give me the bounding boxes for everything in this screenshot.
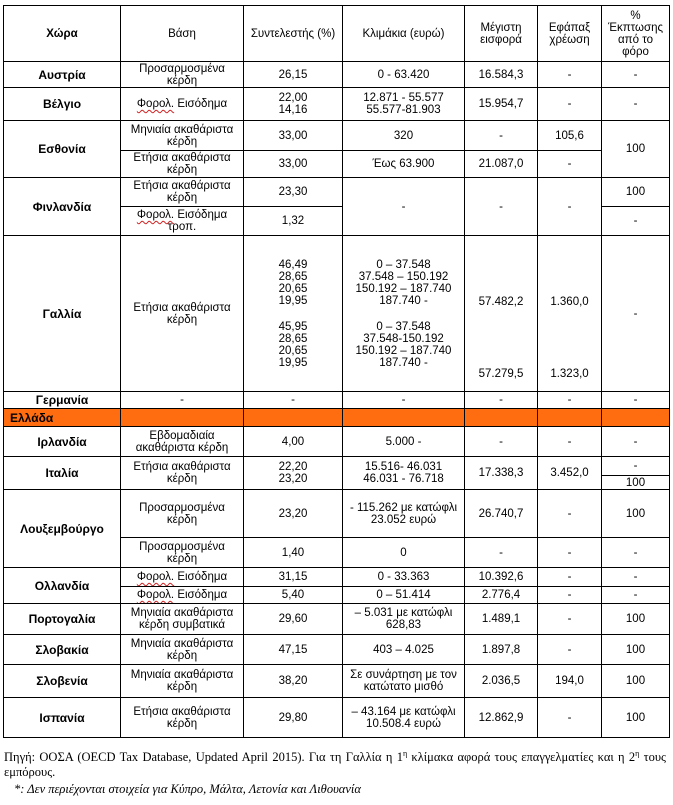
rate-cell: 1,32 — [244, 207, 343, 236]
base-cell: Μηνιαία ακαθάριστα κέρδη — [121, 121, 244, 151]
rate-cell: - — [244, 392, 343, 409]
max-cell — [465, 236, 538, 392]
brackets-cell: 320 — [343, 121, 465, 151]
brackets-cell: – 43.164 με κατώφλι 10.508.4 ευρώ — [343, 698, 465, 738]
cell-spacer — [540, 308, 599, 368]
base-cell: Ετήσια ακαθάριστα κέρδη — [121, 236, 244, 392]
base-cell: Προσαρμοσμένα κέρδη — [121, 490, 244, 538]
lump-cell: - — [538, 604, 602, 635]
deduct-cell: 100 — [602, 604, 670, 635]
brackets-cell: 0 - 33.363 — [343, 568, 465, 587]
rate-scale-1: 46,49 28,65 20,65 19,95 — [278, 258, 308, 307]
deduct-cell: - — [602, 88, 670, 121]
table-row — [4, 604, 670, 635]
table-row — [4, 490, 670, 538]
country-cell: Σλοβακία — [4, 635, 121, 665]
country-cell: Φινλανδία — [4, 178, 121, 236]
brackets-cell: Σε συνάρτηση με τον κατώτατο μισθό — [343, 665, 465, 698]
rate-cell: 38,20 — [244, 665, 343, 698]
brackets-cell: 12.871 - 55.577 55.577-81.903 — [343, 88, 465, 121]
rate-cell: 23,20 — [244, 490, 343, 538]
col-rate: Συντελεστής (%) — [244, 6, 343, 62]
country-cell: Πορτογαλία — [4, 604, 121, 635]
base-cell: Εβδομαδιαία ακαθάριστα κέρδη — [121, 427, 244, 457]
lump-cell: - — [538, 490, 602, 538]
max-scale-1: 57.482,2 — [478, 295, 524, 308]
brackets-cell: 0 — [343, 538, 465, 568]
country-cell: Ισπανία — [4, 698, 121, 738]
country-cell: Λουξεμβούργο — [4, 490, 121, 568]
table-row — [4, 665, 670, 698]
deduct-cell: - — [602, 457, 670, 476]
rate-cell: 22,00 14,16 — [244, 88, 343, 121]
max-cell: - — [465, 427, 538, 457]
table-row-highlighted — [4, 409, 670, 427]
lump-cell: - — [538, 698, 602, 738]
brackets-scale-1: 0 – 37.548 37.548 – 150.192 150.192 – 187.740 187.740 - — [355, 258, 452, 307]
rate-cell: 23,30 — [244, 178, 343, 207]
max-cell: 2.776,4 — [465, 587, 538, 604]
table-row — [4, 121, 670, 151]
country-cell: Ιταλία — [4, 457, 121, 490]
empty-cell — [465, 409, 538, 427]
base-text: Εισόδημα τροπ. — [167, 209, 228, 233]
country-cell: Εσθονία — [4, 121, 121, 178]
rate-cell: 5,40 — [244, 587, 343, 604]
deduct-cell: - — [602, 538, 670, 568]
contributions-table — [3, 5, 670, 738]
brackets-scale-2: 0 – 37.548 37.548-150.192 150.192 – 187.740 187.740 - — [355, 320, 452, 369]
lump-cell: 3.452,0 — [538, 457, 602, 490]
max-cell: - — [465, 178, 538, 236]
rate-cell: 4,00 — [244, 427, 343, 457]
rate-cell: 29,80 — [244, 698, 343, 738]
deduct-cell: 100 — [602, 121, 670, 178]
base-cell: Ετήσια ακαθάριστα κέρδη — [121, 151, 244, 178]
max-cell: - — [465, 538, 538, 568]
col-base: Βάση — [121, 6, 244, 62]
lump-cell: - — [538, 151, 602, 178]
brackets-cell — [343, 236, 465, 392]
base-cell: Μηνιαία ακαθάριστα κέρδη συμβατικά — [121, 604, 244, 635]
col-deduct: % Έκπτωσης από το φόρο — [602, 6, 670, 62]
max-cell: 12.862,9 — [465, 698, 538, 738]
brackets-cell: 0 - 63.420 — [343, 62, 465, 88]
country-cell: Ιρλανδία — [4, 427, 121, 457]
deduct-cell: 100 — [602, 665, 670, 698]
lump-cell: - — [538, 392, 602, 409]
table-footnotes — [4, 746, 666, 797]
brackets-cell: – 5.031 με κατώφλι 628,83 — [343, 604, 465, 635]
lump-cell: - — [538, 178, 602, 236]
scale-spacer — [345, 307, 462, 321]
base-text: Εισόδημα — [174, 571, 228, 583]
country-cell: Βέλγιο — [4, 88, 121, 121]
country-cell: Γερμανία — [4, 392, 121, 409]
table-row — [4, 635, 670, 665]
table-row — [4, 427, 670, 457]
max-cell: 15.954,7 — [465, 88, 538, 121]
lump-scale-2: 1.323,0 — [550, 367, 589, 380]
lump-cell: - — [538, 62, 602, 88]
base-cell: Μηνιαία ακαθάριστα κέρδη — [121, 635, 244, 665]
base-cell: Προσαρμοσμένα κέρδη — [121, 62, 244, 88]
country-cell: Γαλλία — [4, 236, 121, 392]
rate-cell: 22,20 23,20 — [244, 457, 343, 490]
base-text: Εισόδημα — [174, 589, 228, 601]
lump-cell: - — [538, 568, 602, 587]
base-cell: Ετήσια ακαθάριστα κέρδη — [121, 178, 244, 207]
deduct-cell: - — [602, 568, 670, 587]
contributions-table-wrap — [3, 5, 669, 738]
brackets-cell: Έως 63.900 — [343, 151, 465, 178]
max-cell: - — [465, 392, 538, 409]
base-cell — [121, 88, 244, 121]
country-cell: Αυστρία — [4, 62, 121, 88]
max-cell: 16.584,3 — [465, 62, 538, 88]
rate-cell: 33,00 — [244, 151, 343, 178]
col-country: Χώρα — [4, 6, 121, 62]
cell-spacer — [467, 308, 535, 368]
base-abbr: Φορολ. — [136, 209, 175, 221]
table-row — [4, 62, 670, 88]
source-note — [4, 746, 666, 780]
table-row — [4, 88, 670, 121]
country-cell: Ολλανδία — [4, 568, 121, 604]
lump-cell: 105,6 — [538, 121, 602, 151]
col-brackets: Κλιμάκια (ευρώ) — [343, 6, 465, 62]
base-text: Εισόδημα — [174, 98, 228, 110]
deduct-cell: - — [602, 427, 670, 457]
empty-cell — [343, 409, 465, 427]
base-cell: Μηνιαία ακαθάριστα κέρδη — [121, 665, 244, 698]
lump-cell: - — [538, 587, 602, 604]
lump-cell — [538, 236, 602, 392]
table-row — [4, 236, 670, 392]
rate-cell: 33,00 — [244, 121, 343, 151]
deduct-cell: 100 — [602, 476, 670, 490]
brackets-cell: 0 – 51.414 — [343, 587, 465, 604]
table-row — [4, 698, 670, 738]
superscript: η — [402, 749, 408, 758]
max-cell: - — [465, 121, 538, 151]
deduct-cell: 100 — [602, 698, 670, 738]
deduct-cell: 100 — [602, 635, 670, 665]
lump-cell: - — [538, 88, 602, 121]
header-row — [4, 6, 670, 62]
rate-cell: 47,15 — [244, 635, 343, 665]
brackets-cell: - — [343, 178, 465, 236]
deduct-cell: - — [602, 392, 670, 409]
deduct-cell: 100 — [602, 490, 670, 538]
source-text: κλίμακα αφορά τους επαγγελματίες και η 2 — [407, 750, 636, 765]
base-abbr: Φορολ. — [136, 571, 175, 583]
brackets-cell: 5.000 - — [343, 427, 465, 457]
rate-cell: 31,15 — [244, 568, 343, 587]
brackets-cell: 15.516- 46.031 46.031 - 76.718 — [343, 457, 465, 490]
base-cell — [121, 568, 244, 587]
lump-cell: - — [538, 635, 602, 665]
deduct-cell: - — [602, 236, 670, 392]
base-abbr: Φορολ. — [136, 98, 175, 110]
rate-cell: 29,60 — [244, 604, 343, 635]
lump-scale-1: 1.360,0 — [550, 295, 589, 308]
max-cell: 17.338,3 — [465, 457, 538, 490]
scale-spacer — [246, 307, 340, 321]
empty-cell — [244, 409, 343, 427]
superscript: η — [635, 749, 640, 758]
base-cell: Ετήσια ακαθάριστα κέρδη — [121, 698, 244, 738]
cell-spacer — [467, 248, 535, 296]
deduct-cell: 100 — [602, 178, 670, 207]
max-cell: 21.087,0 — [465, 151, 538, 178]
base-cell — [121, 207, 244, 236]
table-row — [4, 568, 670, 587]
country-cell: Ελλάδα — [4, 409, 121, 427]
table-row — [4, 457, 670, 476]
rate-cell: 1,40 — [244, 538, 343, 568]
cell-spacer — [540, 248, 599, 296]
deduct-cell: - — [602, 207, 670, 236]
col-lump: Εφάπαξ χρέωση — [538, 6, 602, 62]
brackets-cell: 403 – 4.025 — [343, 635, 465, 665]
source-text: τους εμπόρους. — [4, 750, 667, 780]
max-cell: 1.897,8 — [465, 635, 538, 665]
brackets-cell: - — [343, 392, 465, 409]
max-cell: 1.489,1 — [465, 604, 538, 635]
table-row — [4, 392, 670, 409]
base-cell: - — [121, 392, 244, 409]
empty-cell — [121, 409, 244, 427]
max-cell: 2.036,5 — [465, 665, 538, 698]
deduct-cell: - — [602, 62, 670, 88]
max-scale-2: 57.279,5 — [478, 367, 524, 380]
rate-cell — [244, 236, 343, 392]
rate-cell: 26,15 — [244, 62, 343, 88]
base-abbr: Φορολ. — [136, 589, 175, 601]
col-max: Μέγιστη εισφορά — [465, 6, 538, 62]
deduct-cell: - — [602, 587, 670, 604]
base-cell — [121, 587, 244, 604]
base-cell: Προσαρμοσμένα κέρδη — [121, 538, 244, 568]
rate-scale-2: 45,95 28,65 20,65 19,95 — [278, 320, 308, 369]
country-cell: Σλοβενία — [4, 665, 121, 698]
table-row — [4, 178, 670, 207]
empty-cell — [602, 409, 670, 427]
base-cell: Ετήσια ακαθάριστα κέρδη — [121, 457, 244, 490]
brackets-cell: - 115.262 με κατώφλι 23.052 ευρώ — [343, 490, 465, 538]
max-cell: 10.392,6 — [465, 568, 538, 587]
lump-cell: 194,0 — [538, 665, 602, 698]
max-cell: 26.740,7 — [465, 490, 538, 538]
lump-cell: - — [538, 427, 602, 457]
lump-cell: - — [538, 538, 602, 568]
source-text: Πηγή: ΟΟΣΑ (OECD Tax Database, Updated April 2015). Για τη Γαλλία η 1 — [4, 750, 403, 765]
empty-cell — [538, 409, 602, 427]
excluded-countries-note: *: Δεν περιέχονται στοιχεία για Κύπρο, Μάλτα, Λετονία και Λιθουανία — [14, 782, 361, 797]
